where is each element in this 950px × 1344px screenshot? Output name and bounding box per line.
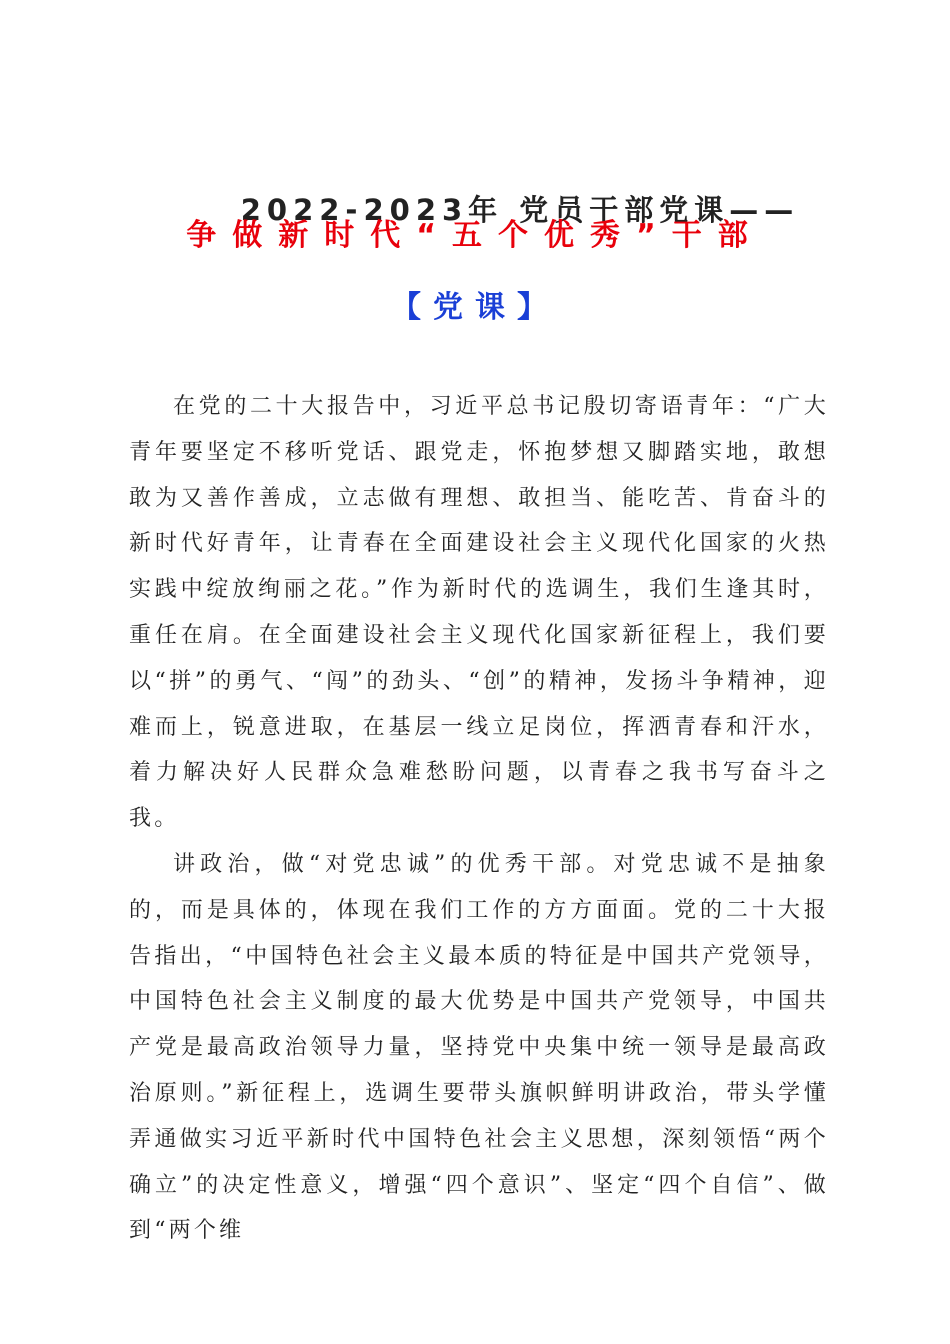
title-main-line: 争做新时代“五个优秀”干部 (186, 218, 764, 253)
title-tag-line: 【党课】 (391, 290, 559, 325)
paragraph-2: 讲政治，做“对党忠诚”的优秀干部。对党忠诚不是抽象的，而是具体的，体现在我们工作的方方面面。党的二十大报告指出，“中国特色社会主义最本质的特征是中国共产党领导，中国特色社会主义制度的最大优势是中国共产党领导，中国共产党是最高政治领导力量，坚持党中央集中统一领导是最高政治原则。”新征程上，选调生要带头旗帜鲜明讲政治，带头学懂弄通做实习近平新时代中国特色社会主义思想，深刻领悟“两个确立”的决定性意义，增强“四个意识”、坚定“四个自信”、做到“两个维 (129, 851, 829, 1244)
title-year-line: 2022-2023年 党员干部党课—— (240, 193, 800, 227)
paragraph-1: 在党的二十大报告中，习近平总书记殷切寄语青年：“广大青年要坚定不移听党话、跟党走，怀抱梦想又脚踏实地，敢想敢为又善作善成，立志做有理想、敢担当、能吃苦、肯奋斗的新时代好青年，让青春在全面建设社会主义现代化国家的火热实践中绽放绚丽之花。”作为新时代的选调生，我们生逢其时，重任在肩。在全面建设社会主义现代化国家新征程上，我们要以“拼”的勇气、“闯”的劲头、“创”的精神，发扬斗争精神，迎难而上，锐意进取，在基层一线立足岗位，挥洒青春和汗水，着力解决好人民群众急难愁盼问题，以青春之我书写奋斗之我。 (129, 394, 829, 832)
body-text (129, 384, 829, 1254)
